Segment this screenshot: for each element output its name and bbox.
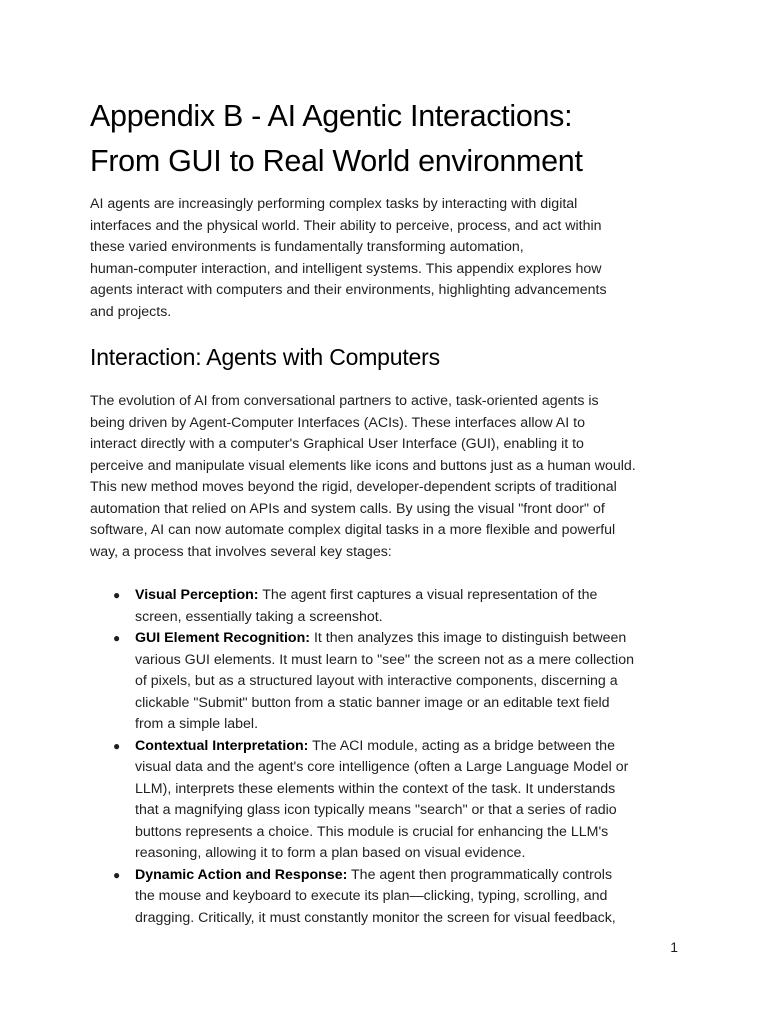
intro-line: and projects. xyxy=(90,303,172,320)
page-title xyxy=(90,94,690,184)
list-item-text: reasoning, allowing it to form a plan based on visual evidence. xyxy=(135,845,526,861)
list-item-term: GUI Element Recognition: xyxy=(135,630,310,646)
list-item-text: It then analyzes this image to distinguish between xyxy=(310,630,627,646)
list-item-text: buttons represents a choice. This module is crucial for enhancing the LLM's xyxy=(135,823,609,840)
list-item-text: clickable "Submit" button from a static banner image or an editable text field xyxy=(135,694,610,711)
list-item-visual-perception xyxy=(113,585,690,628)
body-line: The evolution of AI from conversational partners to active, task-oriented agents is xyxy=(90,393,599,409)
intro-paragraph xyxy=(90,194,690,323)
list-item-text: dragging. Critically, it must constantly monitor the screen for visual feedback, xyxy=(135,909,616,926)
page-number: 1 xyxy=(670,939,678,955)
list-item-term: Visual Perception: xyxy=(135,587,259,603)
bullet-icon: ● xyxy=(113,631,121,645)
list-item-term: Dynamic Action and Response: xyxy=(135,866,348,883)
list-item-text: The agent then programmatically controls xyxy=(347,866,613,883)
list-item-text: The ACI module, acting as a bridge between the xyxy=(308,737,615,754)
list-item-gui-element-recognition xyxy=(113,628,690,736)
body-line: interact directly with a computer's Graphical User Interface (GUI), enabling it to xyxy=(90,436,584,452)
stages-list xyxy=(90,585,690,929)
intro-line: AI agents are increasingly performing complex tasks by interacting with digital xyxy=(90,196,578,212)
intro-line: human-computer interaction, and intelligent systems. This appendix explores how xyxy=(90,260,602,277)
body-line: This new method moves beyond the rigid, developer-dependent scripts of traditional xyxy=(90,479,617,495)
body-line: perceive and manipulate visual elements like icons and buttons just as a human would. xyxy=(90,457,636,474)
bullet-icon: ● xyxy=(113,867,121,882)
list-item-text: screen, essentially taking a screenshot. xyxy=(135,608,383,625)
intro-line: agents interact with computers and their environments, highlighting advancements xyxy=(90,282,607,298)
intro-line: these varied environments is fundamentally transforming automation, xyxy=(90,239,524,255)
list-item-text: visual data and the agent's core intelligence (often a Large Language Model or xyxy=(135,759,629,775)
body-line: way, a process that involves several key stages: xyxy=(90,543,392,560)
body-line: automation that relied on APIs and system calls. By using the visual "front door" of xyxy=(90,500,605,517)
list-item-dynamic-action xyxy=(113,865,690,930)
list-item-contextual-interpretation xyxy=(113,736,690,865)
document-page xyxy=(90,94,690,929)
list-item-text: from a simple label. xyxy=(135,716,259,732)
list-item-text: that a magnifying glass icon typically means "search" or that a series of radio xyxy=(135,802,617,818)
page-title-line-2: From GUI to Real World environment xyxy=(90,144,583,178)
list-item-text: various GUI elements. It must learn to "see" the screen not as a mere collection xyxy=(135,651,634,668)
bullet-icon: ● xyxy=(113,588,121,602)
intro-line: interfaces and the physical world. Their ability to perceive, process, and act within xyxy=(90,217,602,234)
body-paragraph xyxy=(90,391,690,563)
list-item-text: LLM), interprets these elements within the context of the task. It understands xyxy=(135,780,616,797)
list-item-text: of pixels, but as a structured layout with interactive components, discerning a xyxy=(135,673,618,689)
body-line: software, AI can now automate complex digital tasks in a more flexible and powerful xyxy=(90,522,616,538)
list-item-term: Contextual Interpretation: xyxy=(135,737,309,754)
page-title-line-1: Appendix B - AI Agentic Interactions: xyxy=(90,99,573,133)
bullet-icon: ● xyxy=(113,738,121,753)
list-item-text: the mouse and keyboard to execute its plan—clicking, typing, scrolling, and xyxy=(135,888,608,904)
body-line: being driven by Agent-Computer Interfaces (ACIs). These interfaces allow AI to xyxy=(90,414,585,431)
section-heading: Interaction: Agents with Computers xyxy=(90,344,440,370)
list-item-text: The agent first captures a visual representation of the xyxy=(258,587,598,603)
